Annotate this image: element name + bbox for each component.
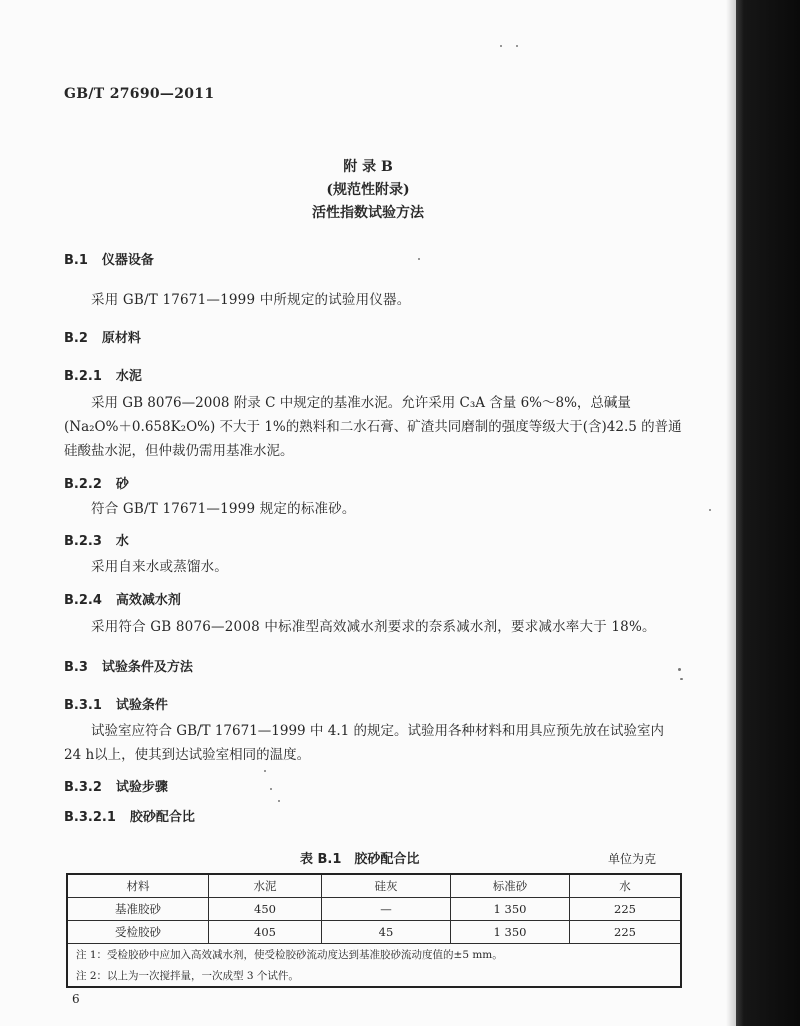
scan-speck	[678, 668, 681, 671]
section-b21-text: 采用 GB 8076—2008 附录 C 中规定的基准水泥。允许采用 C₃A 含量 6%～8%，总碱量(Na₂O%＋0.658K₂O%) 不大于 1%的熟料和二水石膏、矿渣共同磨制的强度等级大于(含)42.5 的普通硅酸盐水泥，但仲裁仍需用基准水泥。	[64, 395, 682, 459]
section-b23-text: 采用自来水或蒸馏水。	[91, 559, 228, 575]
table-note-row	[67, 965, 681, 987]
table-cell: 基准胶砂	[67, 898, 209, 921]
section-title: 高效减水剂	[115, 593, 181, 608]
section-b32-heading	[64, 776, 168, 795]
appendix-title: 活性指数试验方法	[312, 205, 424, 221]
table-cell: 1 350	[451, 921, 570, 944]
table-cell: —	[322, 898, 451, 921]
section-number: B.3	[64, 660, 88, 675]
table-unit: 单位为克	[608, 852, 657, 866]
standard-code-header: GB/T 27690—2011	[64, 86, 215, 102]
appendix-label: 附 录 B	[343, 159, 393, 175]
section-number: B.3.2	[64, 780, 102, 795]
section-title: 试验步骤	[115, 780, 168, 795]
table-title: 表 B.1 胶砂配合比	[300, 852, 420, 867]
scan-speck	[418, 258, 420, 260]
scan-speck	[264, 770, 266, 772]
table-row	[67, 898, 681, 921]
table-cell: 225	[570, 898, 682, 921]
table-header-row	[67, 874, 681, 898]
section-b1-text: 采用 GB/T 17671—1999 中所规定的试验用仪器。	[91, 292, 411, 308]
table-note: 注 2：以上为一次搅拌量，一次成型 3 个试件。	[67, 965, 681, 987]
section-b24-heading	[64, 589, 181, 608]
section-title: 砂	[115, 477, 129, 492]
section-number: B.2.3	[64, 534, 102, 549]
section-title: 仪器设备	[101, 253, 154, 268]
section-b22-text: 符合 GB/T 17671—1999 规定的标准砂。	[91, 501, 356, 517]
section-title: 试验条件	[115, 698, 168, 713]
table-row	[67, 921, 681, 944]
table-cell: 45	[322, 921, 451, 944]
section-number: B.1	[64, 253, 88, 268]
column-header-standard-sand: 标准砂	[451, 874, 570, 898]
table-cell: 1 350	[451, 898, 570, 921]
scan-speck	[270, 788, 272, 790]
page-number: 6	[72, 992, 80, 1006]
column-header-cement: 水泥	[209, 874, 322, 898]
section-title: 胶砂配合比	[129, 810, 195, 825]
column-header-material: 材料	[67, 874, 209, 898]
column-header-silica-fume: 硅灰	[322, 874, 451, 898]
scan-edge-shadow	[736, 0, 800, 1026]
section-number: B.2.2	[64, 477, 102, 492]
section-b1-heading	[64, 249, 154, 268]
section-number: B.3.2.1	[64, 810, 116, 825]
scan-speck	[500, 45, 502, 47]
section-b3-heading	[64, 656, 193, 675]
scan-speck	[680, 678, 683, 680]
mortar-mix-table	[66, 873, 682, 988]
section-number: B.2.4	[64, 593, 102, 608]
section-b321-heading	[64, 806, 195, 825]
section-b31-heading	[64, 694, 168, 713]
table-cell: 225	[570, 921, 682, 944]
section-title: 水泥	[115, 369, 142, 384]
section-b23-heading	[64, 530, 129, 549]
table-cell: 450	[209, 898, 322, 921]
table-note-row	[67, 944, 681, 966]
section-b24-text: 采用符合 GB 8076—2008 中标准型高效减水剂要求的奈系减水剂，要求减水率大于 18%。	[91, 619, 656, 635]
section-title: 水	[115, 534, 129, 549]
section-b31-text: 试验室应符合 GB/T 17671—1999 中 4.1 的规定。试验用各种材料和用具应预先放在试验室内 24 h以上，使其到达试验室相同的温度。	[64, 723, 664, 763]
section-title: 试验条件及方法	[101, 660, 193, 675]
section-number: B.2	[64, 331, 88, 346]
table-note: 注 1：受检胶砂中应加入高效减水剂，使受检胶砂流动度达到基准胶砂流动度值的±5 mm。	[67, 944, 681, 966]
section-b21-heading	[64, 365, 142, 384]
table-cell: 405	[209, 921, 322, 944]
scan-speck	[278, 800, 280, 802]
scan-speck	[709, 509, 711, 511]
scan-speck	[516, 45, 518, 47]
section-b22-heading	[64, 473, 129, 492]
section-b2-heading	[64, 327, 141, 346]
section-number: B.3.1	[64, 698, 102, 713]
table-cell: 受检胶砂	[67, 921, 209, 944]
appendix-type: (规范性附录)	[326, 182, 410, 198]
section-number: B.2.1	[64, 369, 102, 384]
column-header-water: 水	[570, 874, 682, 898]
section-title: 原材料	[101, 331, 141, 346]
